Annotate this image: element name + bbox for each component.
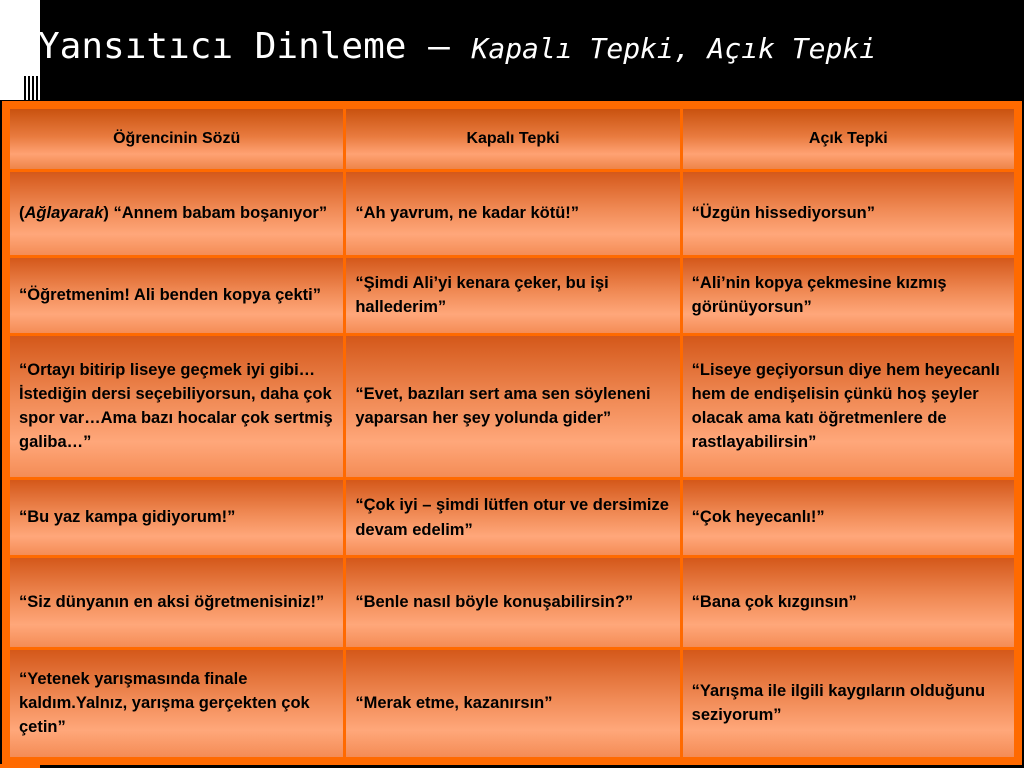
cell-closed-response: “Benle nasıl böyle konuşabilirsin?”	[346, 558, 679, 647]
cell-open-response: “Çok heyecanlı!”	[683, 480, 1014, 555]
cell-student-statement: “Ortayı bitirip liseye geçmek iyi gibi…İstediğin dersi seçebiliyorsun, daha çok spor var…Ama bazı hocalar çok sertmiş galiba…”	[10, 336, 343, 477]
cell-open-response: “Liseye geçiyorsun diye hem heyecanlı hem de endişelisin çünkü hoş şeyler olacak ama katı öğretmenlere de rastlayabilirsin”	[683, 336, 1014, 477]
table-header-row	[10, 109, 1014, 169]
cell-student-prefix-close: )	[103, 204, 114, 223]
table-row	[10, 480, 1014, 555]
header-open-response: Açık Tepki	[683, 109, 1014, 169]
header-closed-response: Kapalı Tepki	[346, 109, 679, 169]
decorative-corner-stripe	[0, 76, 24, 100]
cell-closed-response: “Ah yavrum, ne kadar kötü!”	[346, 172, 679, 255]
cell-open-response: “Bana çok kızgınsın”	[683, 558, 1014, 647]
cell-student-statement: “Bu yaz kampa gidiyorum!”	[10, 480, 343, 555]
decorative-barcode-lines	[22, 76, 42, 100]
cell-closed-response: “Şimdi Ali’yi kenara çeker, bu işi hallederim”	[346, 258, 679, 333]
cell-student-statement: “Öğretmenim! Ali benden kopya çekti”	[10, 258, 343, 333]
slide-title	[38, 26, 876, 67]
table-row	[10, 558, 1014, 647]
table-row	[10, 336, 1014, 477]
table-row	[10, 172, 1014, 255]
table-row	[10, 258, 1014, 333]
table-row	[10, 650, 1014, 757]
cell-student-statement	[10, 172, 343, 255]
decorative-corner-block	[0, 0, 40, 76]
cell-closed-response: “Evet, bazıları sert ama sen söyleneni yaparsan her şey yolunda gider”	[346, 336, 679, 477]
cell-open-response: “Yarışma ile ilgili kaygıların olduğunu seziyorum”	[683, 650, 1014, 757]
cell-student-statement: “Yetenek yarışmasında finale kaldım.Yalnız, yarışma gerçekten çok çetin”	[10, 650, 343, 757]
decorative-bottom-strip	[0, 764, 40, 768]
cell-student-prefix-emphasis: Ağlayarak	[24, 204, 104, 223]
cell-open-response: “Ali’nin kopya çekmesine kızmış görünüyorsun”	[683, 258, 1014, 333]
header-student-statement: Öğrencinin Sözü	[10, 109, 343, 169]
slide-title-subtitle: Kapalı Tepki, Açık Tepki	[471, 32, 877, 65]
cell-student-prefix-open: (	[19, 204, 25, 223]
slide-title-main: Yansıtıcı Dinleme –	[38, 26, 472, 67]
cell-student-statement: “Siz dünyanın en aksi öğretmenisiniz!”	[10, 558, 343, 647]
response-table	[7, 106, 1017, 760]
response-table-frame	[2, 101, 1022, 765]
cell-open-response: “Üzgün hissediyorsun”	[683, 172, 1014, 255]
cell-student-text: “Annem babam boşanıyor”	[113, 204, 328, 223]
cell-closed-response: “Çok iyi – şimdi lütfen otur ve dersimize devam edelim”	[346, 480, 679, 555]
cell-closed-response: “Merak etme, kazanırsın”	[346, 650, 679, 757]
